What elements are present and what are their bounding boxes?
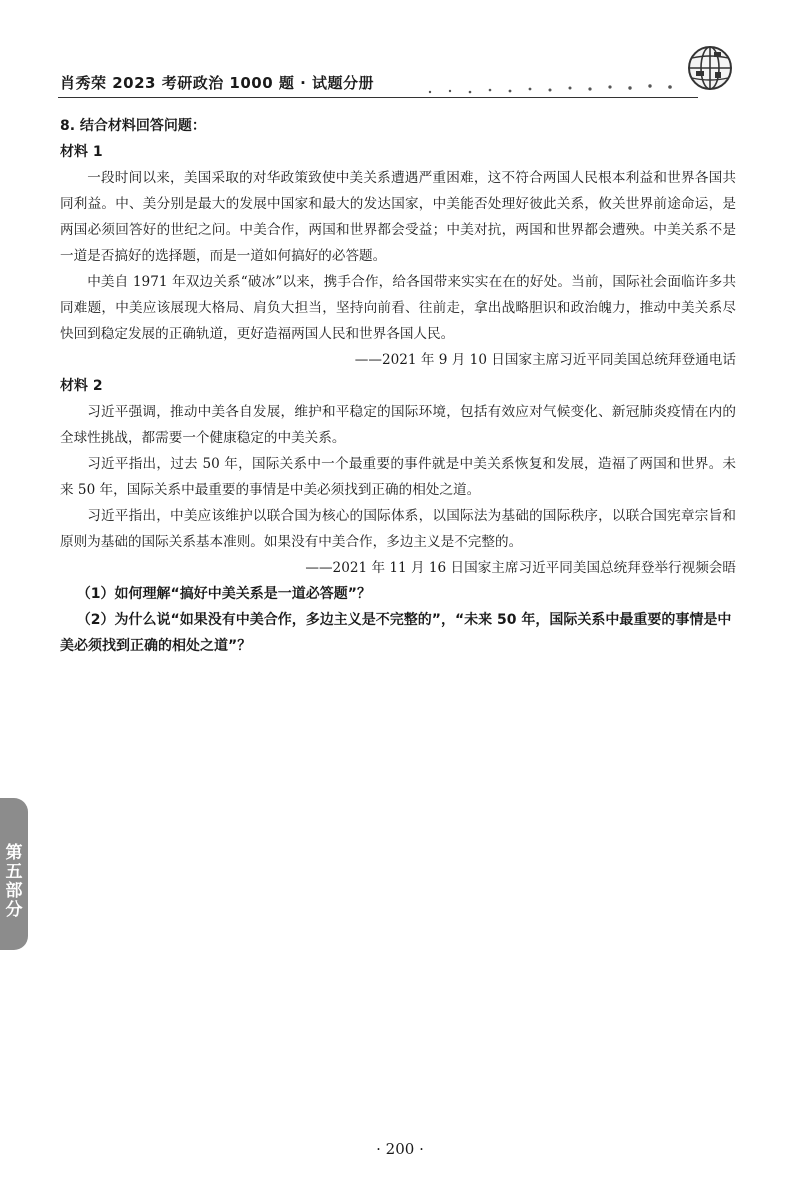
question-block [60, 113, 736, 659]
material-2-paragraph: 习近平强调，推动中美各自发展，维护和平稳定的国际环境，包括有效应对气候变化、新冠肺炎疫情在内的全球性挑战，都需要一个健康稳定的中美关系。 [60, 404, 736, 446]
header-dot-ornament [420, 78, 690, 98]
material-1-source: ——2021 年 9 月 10 日国家主席习近平同美国总统拜登通电话 [354, 352, 736, 368]
material-2-paragraph: 习近平指出，中美应该维护以联合国为核心的国际体系，以国际法为基础的国际秩序，以联合国宪章宗旨和原则为基础的国际关系基本准则。如果没有中美合作，多边主义是不完整的。 [60, 508, 736, 550]
section-side-tab [0, 798, 28, 950]
running-header: 肖秀荣 2023 考研政治 1000 题 · 试题分册 [60, 74, 375, 92]
material-1-paragraph: 中美自 1971 年双边关系“破冰”以来，携手合作，给各国带来实实在在的好处。当前，国际社会面临许多共同难题，中美应该展现大格局、肩负大担当，坚持向前看、往前走，拿出战略胆识和政治魄力，推动中美关系尽快回到稳定发展的正确轨道，更好造福两国人民和世界各国人民。 [60, 274, 736, 342]
material-1-title: 材料 1 [60, 144, 103, 160]
question-title: 8. 结合材料回答问题： [60, 118, 206, 134]
sub-question-2: （2）为什么说“如果没有中美合作，多边主义是不完整的”，“未来 50 年，国际关系中最重要的事情是中美必须找到正确的相处之道”？ [60, 612, 732, 654]
material-2-title: 材料 2 [60, 378, 103, 394]
material-2-paragraph: 习近平指出，过去 50 年，国际关系中一个最重要的事件就是中美关系恢复和发展，造福了两国和世界。未来 50 年，国际关系中最重要的事情是中美必须找到正确的相处之道。 [60, 456, 736, 498]
sub-question-1: （1）如何理解“搞好中美关系是一道必答题”？ [76, 586, 371, 602]
page-number: · 200 · [376, 1140, 424, 1158]
material-2-source: ——2021 年 11 月 16 日国家主席习近平同美国总统拜登举行视频会晤 [305, 560, 736, 576]
globe-icon [686, 44, 734, 92]
header-rule [58, 97, 698, 98]
section-side-tab-label: 第五部分 [5, 843, 23, 920]
material-1-paragraph: 一段时间以来，美国采取的对华政策致使中美关系遭遇严重困难，这不符合两国人民根本利益和世界各国共同利益。中、美分别是最大的发展中国家和最大的发达国家，中美能否处理好彼此关系，攸关世界前途命运，是两国必须回答好的世纪之问。中美合作，两国和世界都会受益；中美对抗，两国和世界都会遭殃。中美关系不是一道是否搞好的选择题，而是一道如何搞好的必答题。 [60, 170, 736, 264]
